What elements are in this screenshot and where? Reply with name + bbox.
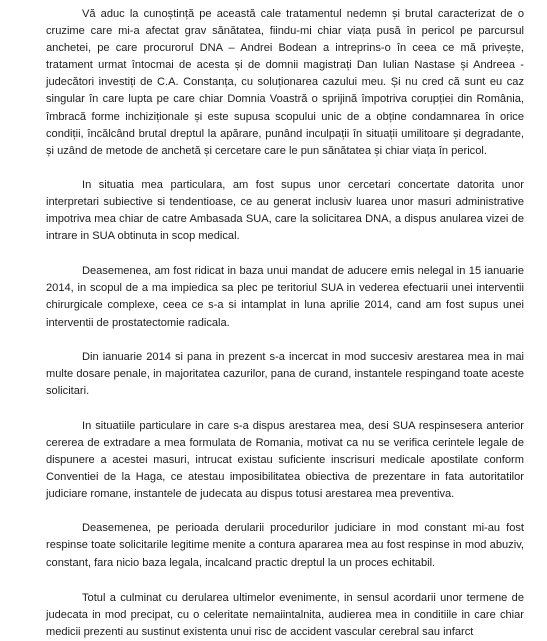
paragraph-treatment-complaint: Vă aduc la cunoștință pe această cale tratamentul nedemn și brutal caracterizat de o cruzime care mi-a afectat grav sănătatea, fiindu-mi chiar viața pusă în pericol pe parcursul anchetei, pe care procurorul DNA – Andrei Bodean a intreprins-o în ceea ce mă privește, tratament urmat întocmai de acesta și de domnii magistrați Dan Iulian Nastase și Andreea - judecători investiți de C.A. Constanța, cu soluționarea cazului meu. Și nu cred că sunt eu caz singular în care lupta pe care chiar Domnia Voastră o sprijină împotriva corupției din România, îmbracă forme inchiziționale și este supusa scopului unic de a obține condamnarea în orice condiții, încălcând brutal dreptul la apărare, punând inculpații în situații umilitoare și degradante, și uzând de metode de anchetă și cercetare care le pun sănătatea și chiar viața în pericol. xyxy=(46,8,524,157)
paragraph-extradition: In situatiile particulare in care s-a dispus arestarea mea, desi SUA respinsesera anterior cererea de extradare a mea formulata de Romania, motivat ca nu se verifica cerintele legale de dispunere a acestei masuri, intrucat existau suficiente inscrisuri medicale apostilate conform Conventiei de la Haga, ce atestau imposibilitatea obiectiva de prezentare in fata autoritatilor judiciare romane, instantele de judecata au dispus totusi arestarea mea preventiva. xyxy=(46,419,524,501)
paragraph-particular-situation: In situatia mea particulara, am fost supus unor cercetari concertate datorita unor interpretari subiective si tendentioase, ce au generat inclusiv luarea unor masuri administrative impotriva mea chiar de catre Ambasada SUA, care la solicitarea DNA, a dispus anularea vizei de intrare in SUA obtinuta in scop medical. xyxy=(46,178,524,243)
paragraph-rejected-requests: Deasemenea, pe perioada derularii procedurilor judiciare in mod constant mi-au fost respinse toate solicitarile legitime menite a contura apararea mea au fost respinse in mod abuziv, constant, fara nicio baza legala, incalcand practic dreptul la un proces echitabil. xyxy=(46,522,524,569)
paragraph-recent-events: Totul a culminat cu derularea ultimelor evenimente, in sensul acordarii unor termene de judecata in mod precipat, cu o celeritate nemaiintalnita, audierea mea in conditiile in care chiar medicii prezenti au sustinut existenta unui risc de accident vascular cerebral sau infarct xyxy=(46,591,524,638)
paragraph-arrest-attempts: Din ianuarie 2014 si pana in prezent s-a incercat in mod succesiv arestarea mea in mai multe dosare penale, in majoritatea cazurilor, pana de curand, instantele respingand toate aceste solicitari. xyxy=(46,350,524,397)
paragraph-arrest-warrant: Deasemenea, am fost ridicat in baza unui mandat de aducere emis nelegal in 15 ianuarie 2014, in scopul de a ma impiedica sa plec pe teritoriul SUA in vederea efectuarii unei interventii chirurgicale complexe, ceea ce s-a si intamplat in luna aprilie 2014, cand am fost supus unei interventii de prostatectomie radicala. xyxy=(46,265,524,329)
letter-body xyxy=(46,6,524,641)
